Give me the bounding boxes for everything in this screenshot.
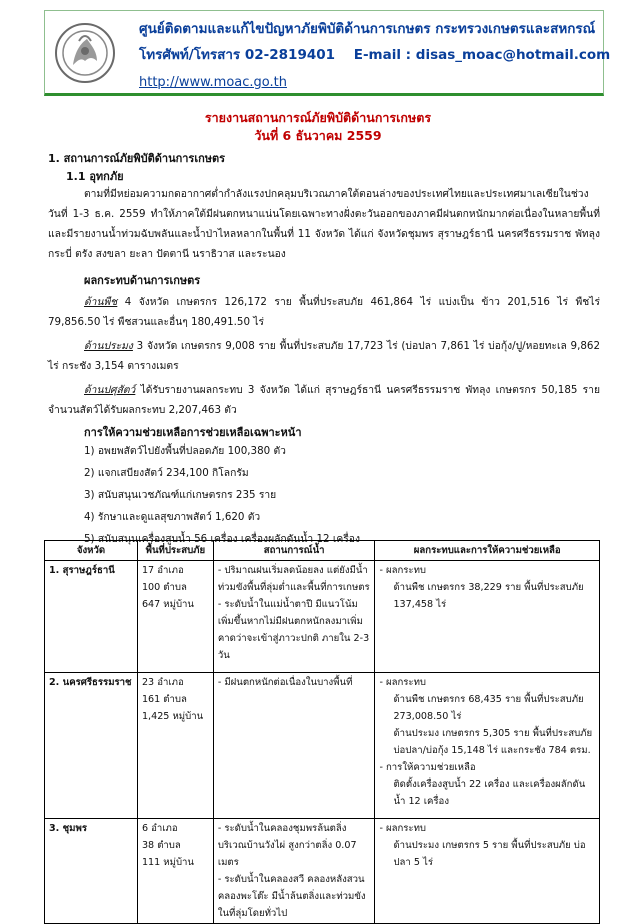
water-cell — [213, 819, 375, 924]
area-line: 17 อำเภอ — [141, 565, 184, 576]
water-line: - ระดับน้ำในคลองชุมพรล้นตลิ่ง บริเวณบ้านวังไผ่ สูงกว่าตลิ่ง 0.07 เมตร — [217, 823, 357, 868]
water-line: - ปริมาณฝนเริ่มลดน้อยลง แต่ยังมีน้ำท่วมขังพื้นที่ลุ่มต่ำและพื้นที่การเกษตร — [217, 565, 370, 593]
impact-line: ด้านพืช เกษตรกร 68,435 ราย พื้นที่ประสบภัย 273,008.50 ไร่ — [393, 694, 584, 722]
section-heading: 1. สถานการณ์ภัยพิบัติด้านการเกษตร — [48, 152, 226, 165]
impact-line: ด้านพืช เกษตรกร 38,229 ราย พื้นที่ประสบภัย 137,458 ไร่ — [393, 582, 584, 610]
fishery-text: 3 จังหวัด เกษตรกร 9,008 ราย พื้นที่ประสบภัย 17,723 ไร่ (บ่อปลา 7,861 ไร่ บ่อกุ้ง/ปู/หอยทะเล 9,862 ไร่ กระชัง 3,154 ตารางเมตร — [48, 340, 600, 372]
column-header: ผลกระทบและการให้ความช่วยเหลือ — [375, 541, 600, 561]
fishery-label: ด้านประมง — [84, 340, 133, 352]
table-row — [45, 561, 600, 673]
letterhead-title: ศูนย์ติดตามและแก้ไขปัญหาภัยพิบัติด้านการเกษตร กระทรวงเกษตรและสหกรณ์ — [139, 21, 596, 37]
area-line: 647 หมู่บ้าน — [141, 599, 194, 610]
column-header: พื้นที่ประสบภัย — [137, 541, 213, 561]
area-line: 100 ตำบล — [141, 582, 187, 593]
fishery-paragraph — [48, 336, 600, 376]
area-line: 23 อำเภอ — [141, 677, 184, 688]
phone-text: โทรศัพท์/โทรสาร 02-2819401 — [139, 47, 336, 63]
impact-line: - ผลกระทบ — [379, 823, 426, 834]
water-cell — [213, 561, 375, 673]
crops-paragraph — [48, 292, 600, 332]
area-line: 1,425 หมู่บ้าน — [141, 711, 204, 722]
area-cell — [137, 561, 213, 673]
livestock-text: ได้รับรายงานผลกระทบ 3 จังหวัด ได้แก่ สุราษฎร์ธานี นครศรีธรรมราช พัทลุง เกษตรกร 50,185 ราย จำนวนสัตว์ได้รับผลกระทบ 2,207,463 ตัว — [48, 384, 600, 416]
impact-line: ด้านประมง เกษตรกร 5 ราย พื้นที่ประสบภัย บ่อปลา 5 ไร่ — [393, 840, 586, 868]
table-header-row — [45, 541, 600, 561]
impact-heading: ผลกระทบด้านการเกษตร — [84, 274, 201, 287]
report-date: วันที่ 6 ธันวาคม 2559 — [254, 128, 382, 143]
situation-table — [44, 540, 600, 924]
province-cell: 2. นครศรีธรรมราช — [45, 673, 138, 819]
intro-paragraph: ตามที่มีหย่อมความกดอากาศต่ำกำลังแรงปกคลุมบริเวณภาคใต้ตอนล่างของประเทศไทยและประเทศมาเลเซียในช่วงวันที่ 1-3 ธ.ค. 2559 ทำให้ภาคใต้มีฝนตกหนาแน่นโดยเฉพาะทางฝั่งตะวันออกของภาคมีฝนตกหนักมากต่อเนื่องในหลายพื้นที่และมีรายงานน้ำท่วมฉับพลันและน้ำป่าไหลหลากในพื้นที่ 11 จังหวัด ได้แก่ จังหวัดชุมพร สุราษฎร์ธานี นครศรีธรรมราช พัทลุง กระบี่ ตรัง สงขลา ยะลา ปัตตานี นราธิวาส และระนอง — [48, 188, 600, 260]
list-item: 1) อพยพสัตว์ไปยังพื้นที่ปลอดภัย 100,380 ตัว — [84, 445, 286, 457]
area-line: 161 ตำบล — [141, 694, 187, 705]
water-line: - ระดับน้ำในคลองสวี คลองหลังสวน คลองพะโต๊ะ มีน้ำล้นตลิ่งและท่วมขังในที่ลุ่มโดยทั่วไป — [217, 874, 366, 919]
email-text: E-mail : disas_moac@hotmail.com — [353, 47, 611, 63]
province-cell: 1. สุราษฎร์ธานี — [45, 561, 138, 673]
sub-heading-flood: 1.1 อุทกภัย — [66, 170, 124, 183]
water-line: - ระดับน้ำในแม่น้ำตาปี มีแนวโน้มเพิ่มขึ้นหากไม่มีฝนตกหนักลงมาเพิ่ม คาดว่าจะเข้าสู่ภาวะปกติ ภายใน 2-3 วัน — [217, 599, 370, 661]
livestock-label: ด้านปศุสัตว์ — [84, 384, 136, 396]
impact-cell — [375, 561, 600, 673]
ministry-seal-icon — [53, 21, 117, 85]
column-header: จังหวัด — [45, 541, 138, 561]
impact-cell — [375, 673, 600, 819]
area-cell — [137, 819, 213, 924]
area-line: 111 หมู่บ้าน — [141, 857, 194, 868]
impact-line: - ผลกระทบ — [379, 677, 426, 688]
impact-line: ติดตั้งเครื่องสูบน้ำ 22 เครื่อง และเครื่องผลักดันน้ำ 12 เครื่อง — [393, 779, 586, 807]
list-item: 4) รักษาและดูแลสุขภาพสัตว์ 1,620 ตัว — [84, 511, 261, 523]
impact-line: - ผลกระทบ — [379, 565, 426, 576]
aid-heading: การให้ความช่วยเหลือการช่วยเหลือเฉพาะหน้า — [84, 426, 302, 439]
livestock-paragraph — [48, 380, 600, 420]
impact-cell — [375, 819, 600, 924]
water-cell — [213, 673, 375, 819]
table-row — [45, 673, 600, 819]
water-line: - มีฝนตกหนักต่อเนื่องในบางพื้นที่ — [217, 677, 353, 688]
letterhead-contact — [139, 45, 624, 66]
area-line: 6 อำเภอ — [141, 823, 178, 834]
impact-line: - การให้ความช่วยเหลือ — [379, 762, 476, 773]
list-item: 2) แจกเสบียงสัตว์ 234,100 กิโลกรัม — [84, 467, 249, 479]
report-title: รายงานสถานการณ์ภัยพิบัติด้านการเกษตร — [204, 110, 432, 125]
crops-label: ด้านพืช — [84, 296, 118, 308]
area-line: 38 ตำบล — [141, 840, 181, 851]
website-link[interactable]: http://www.moac.go.th — [139, 75, 287, 90]
list-item: 5) สนับสนุนเครื่องสูบน้ำ 56 เครื่อง เครื่องผลักดันน้ำ 12 เครื่อง — [84, 533, 360, 545]
aid-list — [84, 440, 584, 550]
list-item: 3) สนับสนุนเวชภัณฑ์แก่เกษตรกร 235 ราย — [84, 489, 277, 501]
impact-line: ด้านประมง เกษตรกร 5,305 ราย พื้นที่ประสบภัย บ่อปลา/บ่อกุ้ง 15,148 ไร่ และกระชัง 784 ตรม. — [393, 728, 593, 756]
table-row — [45, 819, 600, 924]
crops-text: 4 จังหวัด เกษตรกร 126,172 ราย พื้นที่ประสบภัย 461,864 ไร่ แบ่งเป็น ข้าว 201,516 ไร่ พืชไร่ 79,856.50 ไร่ พืชสวนและอื่นๆ 180,491.50 ไร่ — [48, 296, 600, 328]
province-cell: 3. ชุมพร — [45, 819, 138, 924]
column-header: สถานการณ์น้ำ — [213, 541, 375, 561]
letterhead — [44, 10, 611, 96]
area-cell — [137, 673, 213, 819]
